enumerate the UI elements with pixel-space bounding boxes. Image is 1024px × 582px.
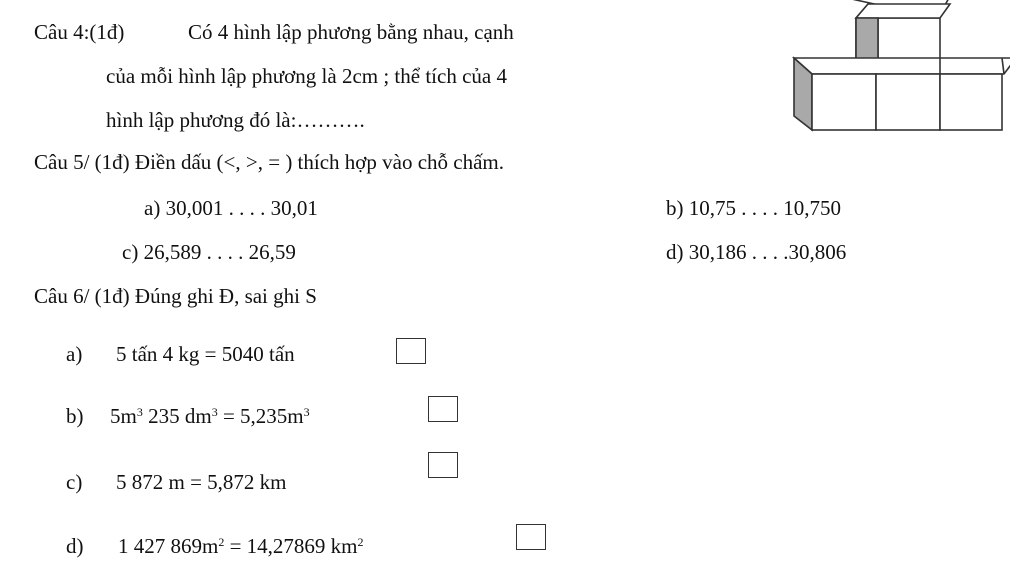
q6-b-answer-box[interactable] [428, 396, 458, 422]
q6-d-exp1: 2 [218, 535, 225, 549]
q6-d-part2: = 14,27869 km [224, 534, 358, 558]
q5-option-c: c) 26,589 . . . . 26,59 [122, 240, 296, 264]
q6-d-answer-box[interactable] [516, 524, 546, 550]
q6-a-label: a) [66, 342, 83, 366]
q4-line2: của mỗi hình lập phương là 2cm ; thể tích của 4 [106, 64, 507, 88]
q6-a-answer-box[interactable] [396, 338, 426, 364]
q6-c-label: c) [66, 470, 83, 494]
q6-b-part3: = 5,235m [217, 404, 304, 428]
q6-b-label: b) [66, 404, 84, 428]
q6-b-expression [110, 404, 310, 429]
q6-d-label: d) [66, 534, 84, 558]
q6-c-expression: 5 872 m = 5,872 km [116, 470, 287, 494]
q6-title: Câu 6/ (1đ) Đúng ghi Đ, sai ghi S [34, 284, 317, 308]
q4-line3: hình lập phương đó là:………. [106, 108, 365, 132]
q5-option-a: a) 30,001 . . . . 30,01 [144, 196, 318, 220]
q6-a-expression: 5 tấn 4 kg = 5040 tấn [116, 342, 295, 366]
q6-d-exp2: 2 [357, 535, 364, 549]
q6-b-exp2: 3 [211, 405, 218, 419]
cubes-figure-icon [790, 0, 1010, 140]
q6-b-exp1: 3 [136, 405, 143, 419]
q6-d-part1: 1 427 869m [118, 534, 219, 558]
q4-line1: Có 4 hình lập phương bằng nhau, cạnh [188, 20, 514, 44]
q4-header: Câu 4:(1đ) [34, 20, 125, 44]
q6-b-part1: 5m [110, 404, 137, 428]
q6-c-answer-box[interactable] [428, 452, 458, 478]
q5-option-d: d) 30,186 . . . .30,806 [666, 240, 847, 264]
q6-b-part2: 235 dm [142, 404, 212, 428]
q6-b-exp3: 3 [303, 405, 310, 419]
q5-option-b: b) 10,75 . . . . 10,750 [666, 196, 841, 220]
q6-d-expression [118, 534, 364, 559]
q5-title: Câu 5/ (1đ) Điền dấu (<, >, = ) thích hợp vào chỗ chấm. [34, 150, 505, 174]
